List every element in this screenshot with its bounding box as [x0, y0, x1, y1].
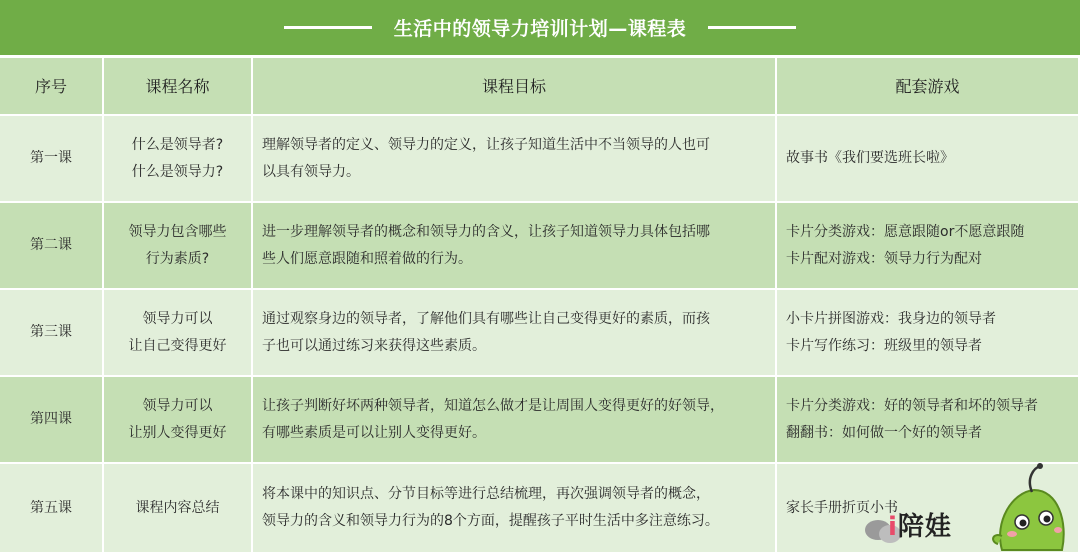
row-2-game-2: 卡片配对游戏：领导力行为配对 [786, 250, 982, 267]
row-4-games [777, 377, 1080, 464]
watermark-logo [862, 462, 1072, 552]
header-course-name: 课程名称 [104, 58, 253, 116]
row-3-goal-line-2: 子也可以通过练习来获得这些素质。 [262, 337, 486, 354]
row-3-number: 第三课 [0, 290, 104, 377]
watermark-word: 陪娃 [897, 512, 952, 542]
row-2-goal-line-2: 些人们愿意跟随和照着做的行为。 [262, 250, 472, 267]
row-5-game-1: 家长手册折页小书 [786, 499, 898, 516]
row-1-name-line-1: 什么是领导者? [131, 136, 224, 153]
row-1-goal-line-1: 理解领导者的定义、领导力的定义，让孩子知道生活中不当领导的人也可 [262, 136, 710, 153]
row-3-name-line-2: 让自己变得更好 [128, 337, 227, 354]
header-number: 序号 [0, 58, 104, 116]
row-2-name-line-2: 行为素质? [145, 250, 210, 267]
row-4-game-1: 卡片分类游戏：好的领导者和坏的领导者 [786, 397, 1038, 414]
title-bar [0, 0, 1080, 55]
header-course-goal: 课程目标 [253, 58, 777, 116]
row-2-number: 第二课 [0, 203, 104, 290]
row-4-name-line-2: 让别人变得更好 [128, 424, 227, 441]
header-games: 配套游戏 [777, 58, 1080, 116]
row-2-name-line-1: 领导力包含哪些 [128, 223, 227, 240]
row-2-games [777, 203, 1080, 290]
row-4-goal [253, 377, 777, 464]
row-4-goal-line-1: 让孩子判断好坏两种领导者，知道怎么做才是让周围人变得更好的好领导， [262, 397, 724, 414]
row-4-goal-line-2: 有哪些素质是可以让别人变得更好。 [262, 424, 486, 441]
row-4-game-2: 翻翻书：如何做一个好的领导者 [786, 424, 982, 441]
row-1-name-line-2: 什么是领导力? [131, 163, 224, 180]
row-1-games [777, 116, 1080, 203]
title-right-line [708, 26, 796, 29]
row-3-name [104, 290, 253, 377]
row-5-number: 第五课 [0, 464, 104, 554]
row-3-name-line-1: 领导力可以 [142, 310, 213, 327]
title-left-line [284, 26, 372, 29]
row-5-name: 课程内容总结 [104, 464, 253, 554]
watermark-text [888, 506, 952, 543]
row-5-goal [253, 464, 777, 554]
row-1-number: 第一课 [0, 116, 104, 203]
row-3-game-2: 卡片写作练习：班级里的领导者 [786, 337, 982, 354]
row-2-goal-line-1: 进一步理解领导者的概念和领导力的含义，让孩子知道领导力具体包括哪 [262, 223, 710, 240]
page-title: 生活中的领导力培训计划—课程表 [393, 18, 687, 40]
row-4-number: 第四课 [0, 377, 104, 464]
row-1-goal [253, 116, 777, 203]
row-3-game-1: 小卡片拼图游戏：我身边的领导者 [786, 310, 996, 327]
row-2-goal [253, 203, 777, 290]
row-3-goal [253, 290, 777, 377]
row-5-goal-line-1: 将本课中的知识点、分节目标等进行总结梳理，再次强调领导者的概念， [262, 486, 710, 502]
row-5-goal-line-2: 领导力的含义和领导力行为的8个方面，提醒孩子平时生活中多注意练习。 [262, 513, 719, 529]
row-1-name [104, 116, 253, 203]
row-4-name-line-1: 领导力可以 [142, 397, 213, 414]
row-4-name [104, 377, 253, 464]
row-3-games [777, 290, 1080, 377]
row-2-game-1: 卡片分类游戏：愿意跟随or不愿意跟随 [786, 223, 1025, 240]
row-3-goal-line-1: 通过观察身边的领导者，了解他们具有哪些让自己变得更好的素质，而孩 [262, 310, 710, 327]
row-1-game-1: 故事书《我们要选班长啦》 [786, 150, 954, 166]
row-1-goal-line-2: 以具有领导力。 [262, 163, 360, 180]
row-2-name [104, 203, 253, 290]
watermark-i: i [888, 512, 898, 542]
